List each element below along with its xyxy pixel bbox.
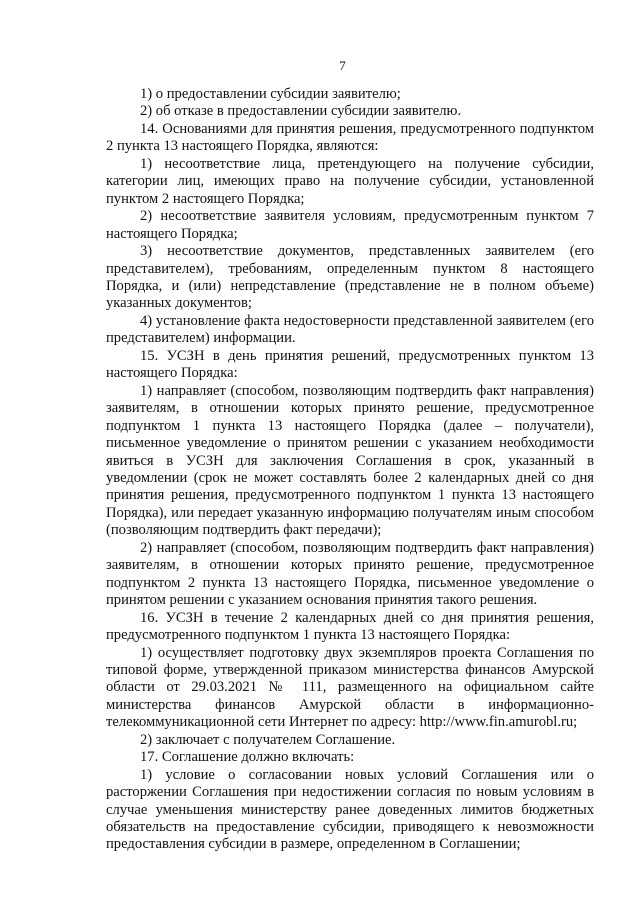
paragraph-14-3: 3) несоответствие документов, представленных заявителем (его представителем), требованиям, определенным пунктом 8 настоящего Порядка, и (или) непредставление (представление не в полном объеме) указанных документов; bbox=[106, 243, 594, 312]
paragraph-17: 17. Соглашение должно включать: bbox=[140, 749, 355, 766]
paragraph-13-2: 2) об отказе в предоставлении субсидии заявителю. bbox=[140, 103, 462, 120]
paragraph-16-2: 2) заключает с получателем Соглашение. bbox=[140, 731, 396, 748]
paragraph-16: 16. УСЗН в течение 2 календарных дней со дня принятия решения, предусмотренного подпунктом 1 пункта 13 настоящего Порядка: bbox=[106, 609, 594, 644]
page-number: 7 bbox=[339, 58, 346, 73]
paragraph-15-1: 1) направляет (способом, позволяющим подтвердить факт направления) заявителям, в отношении которых принято решение, предусмотренное подпунктом 1 пункта 13 настоящего Порядка (далее – получатели), письменное уведомление о принятом решении с указанием необходимости явиться в УСЗН для заключения Соглашения в срок, указанный в уведомлении (срок не может составлять более 2 календарных дней со дня принятия решения, предусмотренного подпунктом 1 пункта 13 настоящего Порядка), или передает указанную информацию получателям иным способом (позволяющим подтвердить факт передачи); bbox=[106, 382, 594, 539]
paragraph-13-1: 1) о предоставлении субсидии заявителю; bbox=[140, 86, 401, 102]
paragraph-15: 15. УСЗН в день принятия решений, предусмотренных пунктом 13 настоящего Порядка: bbox=[106, 347, 594, 382]
paragraph-14-1: 1) несоответствие лица, претендующего на получение субсидии, категории лиц, имеющих право на получение субсидии, установленной пунктом 2 настоящего Порядка; bbox=[106, 155, 594, 207]
paragraph-15-2: 2) направляет (способом, позволяющим подтвердить факт направления) заявителям, в отношении которых принято решение, предусмотренное подпунктом 2 пункта 13 настоящего Порядка, письменное уведомление о принятом решении с указанием основания принятия такого решения. bbox=[106, 539, 594, 609]
document-body bbox=[106, 86, 594, 854]
paragraph-16-1: 1) осуществляет подготовку двух экземпляров проекта Соглашения по типовой форме, утвержденной приказом министерства финансов Амурской области от 29.03.2021 № 111, размещенного на официальном сайте министерства финансов Амурской области в информационно-телекоммуникационной сети Интернет по адресу: http://www.fin.amurobl.ru; bbox=[106, 644, 594, 731]
paragraph-14-2: 2) несоответствие заявителя условиям, предусмотренным пунктом 7 настоящего Порядка; bbox=[106, 208, 594, 242]
paragraph-14: 14. Основаниями для принятия решения, предусмотренного подпунктом 2 пункта 13 настоящего Порядка, являются: bbox=[106, 120, 594, 155]
paragraph-17-1: 1) условие о согласовании новых условий Соглашения или о расторжении Соглашения при недостижении согласия по новым условиям в случае уменьшения министерству ранее доведенных лимитов бюджетных обязательств на предоставление субсидии, приводящего к невозможности предоставления субсидии в размере, определенном в Соглашении; bbox=[106, 766, 594, 853]
paragraph-14-4: 4) установление факта недостоверности представленной заявителем (его представителем) информации. bbox=[106, 312, 594, 347]
